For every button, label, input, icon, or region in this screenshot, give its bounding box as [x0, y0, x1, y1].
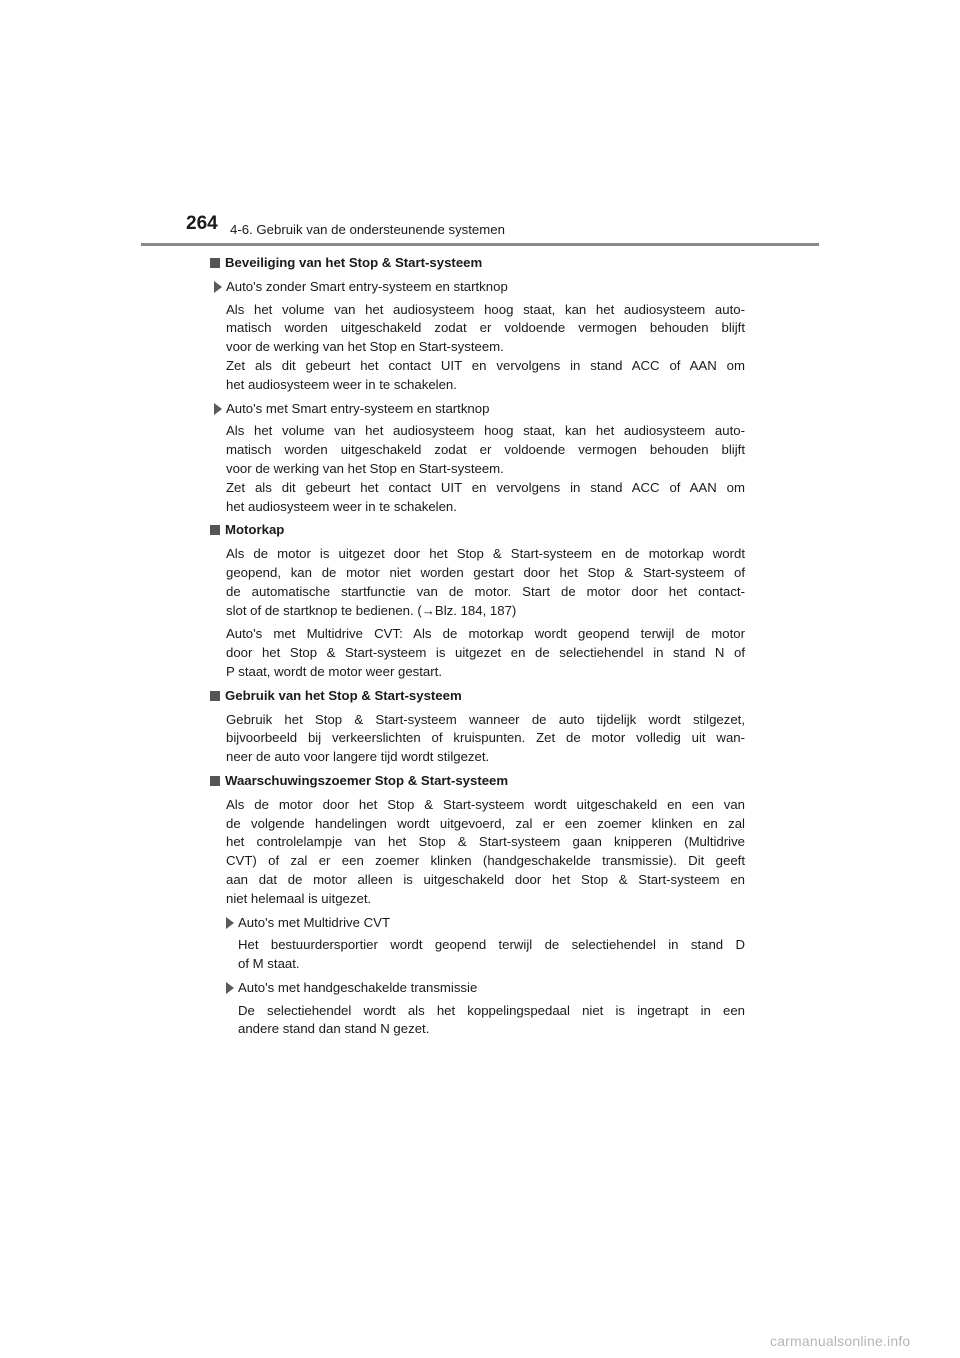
text-line: Als het volume van het audiosysteem hoog staat, kan het audiosysteem auto- — [226, 423, 745, 439]
paragraph — [210, 545, 745, 620]
subheading-text: Auto's met handgeschakelde transmissie — [238, 979, 478, 995]
triangle-arrow-icon — [226, 982, 234, 994]
paragraph — [210, 796, 745, 909]
text-line: de volgende handelingen wordt uitgevoerd, zal er een zoemer klinken en zal — [226, 815, 745, 831]
heading-text: Beveiliging van het Stop & Start-systeem — [225, 255, 483, 270]
subheading — [210, 278, 745, 297]
subheading — [222, 914, 745, 933]
text-line: door het Stop & Start-systeem is uitgezet en de selectiehendel in stand N of — [226, 645, 745, 661]
text-line: aan dat de motor alleen is uitgeschakeld door het Stop & Start-systeem en — [226, 871, 745, 887]
triangle-arrow-icon — [226, 917, 234, 929]
subheading — [210, 400, 745, 419]
subheading-text: Auto's zonder Smart entry-systeem en startknop — [226, 278, 508, 294]
section-heading — [210, 687, 745, 706]
page-header — [0, 0, 960, 250]
watermark: carmanualsonline.info — [770, 1333, 911, 1349]
triangle-arrow-icon — [214, 403, 222, 415]
text-line: Als de motor door het Stop & Start-systeem wordt uitgeschakeld en een van — [226, 796, 745, 812]
text-line: P staat, wordt de motor weer gestart. — [226, 663, 442, 679]
text-line: bijvoorbeeld bij verkeerslichten of kruispunten. Zet de motor volledig uit wan- — [226, 730, 745, 746]
heading-text: Waarschuwingszoemer Stop & Start-systeem — [225, 772, 509, 788]
text-line: Zet als dit gebeurt het contact UIT en vervolgens in stand ACC of AAN om — [226, 479, 745, 495]
heading-text: Motorkap — [225, 522, 285, 538]
section-heading — [210, 772, 745, 791]
section-heading — [210, 254, 745, 273]
paragraph — [210, 1002, 745, 1040]
text-line: slot of de startknop te bedienen. (→Blz. 184, 187) — [226, 602, 517, 618]
header-divider — [141, 243, 819, 246]
section-title: 4-6. Gebruik van de ondersteunende systemen — [230, 222, 505, 237]
triangle-arrow-icon — [214, 281, 222, 293]
text-line: geopend, kan de motor niet worden gestart door het Stop & Start-systeem of — [226, 564, 745, 580]
paragraph — [210, 936, 745, 974]
square-bullet-icon — [210, 776, 220, 786]
text-line: voor de werking van het Stop en Start-systeem. — [226, 339, 504, 355]
text-line: niet helemaal is uitgezet. — [226, 890, 372, 906]
square-bullet-icon — [210, 258, 220, 268]
text-line: De selectiehendel wordt als het koppelingspedaal niet is ingetrapt in een — [238, 1002, 745, 1018]
text-line: het controlelampje van het Stop & Start-systeem gaan knipperen (Multidrive — [226, 834, 745, 850]
square-bullet-icon — [210, 525, 220, 535]
text-line: Gebruik het Stop & Start-systeem wanneer de auto tijdelijk wordt stilgezet, — [226, 711, 745, 727]
paragraph — [210, 422, 745, 516]
text-line: de automatische startfunctie van de motor. Start de motor door het contact- — [226, 583, 745, 599]
page-number: 264 — [186, 213, 218, 234]
subheading-text: Auto's met Multidrive CVT — [238, 914, 391, 930]
square-bullet-icon — [210, 691, 220, 701]
heading-text: Gebruik van het Stop & Start-systeem — [225, 687, 462, 703]
page-content — [210, 254, 745, 1044]
text-line: neer de auto voor langere tijd wordt stilgezet. — [226, 749, 490, 765]
text-line: Het bestuurdersportier wordt geopend terwijl de selectiehendel in stand D — [238, 937, 745, 953]
subheading — [222, 979, 745, 998]
subheading-text: Auto's met Smart entry-systeem en startknop — [226, 400, 490, 416]
text-line: voor de werking van het Stop en Start-systeem. — [226, 460, 504, 476]
nested-list — [210, 914, 745, 1040]
text-line: matisch worden uitgeschakeld zodat er voldoende vermogen behouden blijft — [226, 320, 745, 336]
text-line: andere stand dan stand N gezet. — [238, 1021, 430, 1037]
text-line: Auto's met Multidrive CVT: Als de motorkap wordt geopend terwijl de motor — [226, 626, 745, 642]
section-heading — [210, 521, 745, 540]
text-line: CVT) of zal er een zoemer klinken (handgeschakelde transmissie). Dit geeft — [226, 853, 745, 869]
paragraph — [210, 301, 745, 395]
text-line: Zet als dit gebeurt het contact UIT en vervolgens in stand ACC of AAN om — [226, 357, 745, 373]
text-line: Als de motor is uitgezet door het Stop & Start-systeem en de motorkap wordt — [226, 546, 745, 562]
paragraph — [210, 625, 745, 681]
text-line: het audiosysteem weer in te schakelen. — [226, 498, 457, 514]
text-line: of M staat. — [238, 956, 300, 972]
text-line: het audiosysteem weer in te schakelen. — [226, 376, 457, 392]
text-line: Als het volume van het audiosysteem hoog staat, kan het audiosysteem auto- — [226, 301, 745, 317]
paragraph — [210, 711, 745, 767]
text-line: matisch worden uitgeschakeld zodat er voldoende vermogen behouden blijft — [226, 442, 745, 458]
